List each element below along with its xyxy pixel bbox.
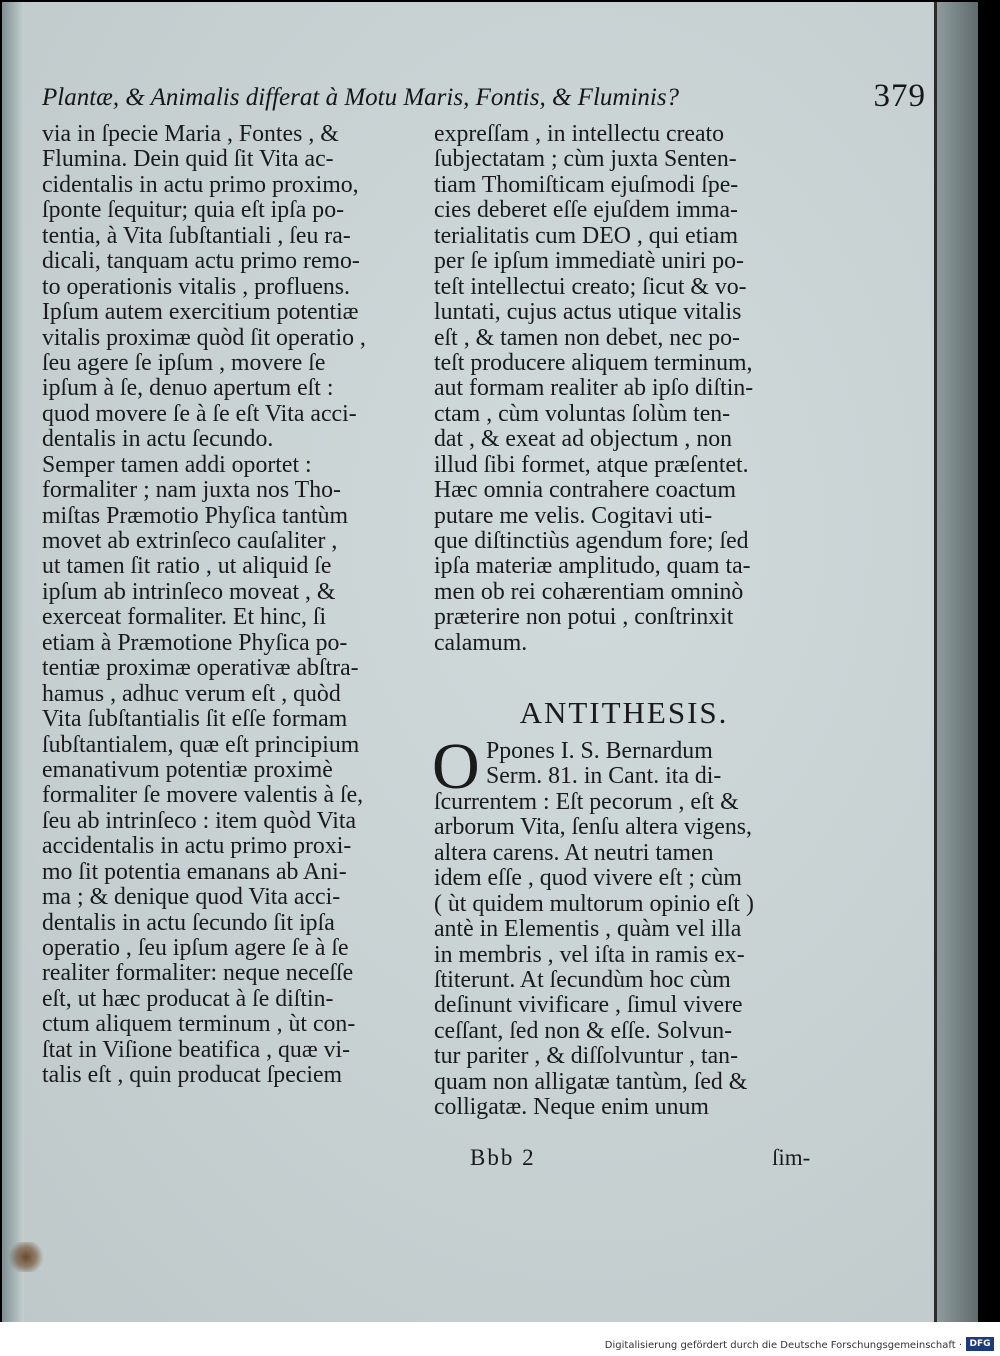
text-line: per ſe ipſum immediatè uniri po- (434, 248, 744, 275)
text-line: terialitatis cum DEO , qui etiam (434, 222, 738, 249)
text-line: hamus , adhuc verum eſt , quòd (42, 680, 341, 707)
text-line: Ppones I. S. Bernardum (486, 738, 713, 764)
text-line: miſtas Præmotio Phyſica tantùm (42, 502, 349, 529)
text-line: eſt, ut hæc producat à ſe diſtin- (42, 985, 334, 1012)
text-line: dat , & exeat ad objectum , non (434, 426, 733, 453)
text-line: calamum. (434, 629, 528, 656)
text-line: ſponte ſequitur; quia eſt ipſa po- (42, 197, 345, 224)
text-line: Vita ſubſtantialis ſit eſſe formam (42, 706, 348, 733)
text-line: exerceat formaliter. Et hinc, ſi (42, 604, 327, 631)
text-line: vitalis proximæ quòd ſit operatio , (42, 324, 366, 351)
text-line: deſinunt vivificare , ſimul vivere (434, 992, 743, 1019)
text-line: tur pariter , & diſſolvuntur , tan- (434, 1043, 739, 1070)
right-text-column-bottom (434, 739, 814, 1121)
text-line: Hæc omnia contrahere coactum (434, 477, 736, 504)
dfg-logo-icon: DFG (966, 1337, 994, 1351)
text-line: tentia, à Vita ſubſtantiali , ſeu ra- (42, 222, 351, 249)
text-line: ſcurrentem : Eſt pecorum , eſt & (434, 788, 739, 815)
signature-mark: Bbb 2 (470, 1145, 536, 1170)
text-line: arborum Vita, ſenſu altera vigens, (434, 814, 752, 841)
text-line: operatio , ſeu ipſum agere ſe à ſe (42, 935, 349, 961)
text-line: ſtat in Viſione beatifica , quæ vi- (42, 1036, 351, 1063)
text-line: Flumina. Dein quid ſit Vita ac- (42, 146, 334, 173)
text-line: præterire non potui , conſtrinxit (434, 604, 734, 631)
text-line: ſtiterunt. At ſecundùm hoc cùm (434, 966, 731, 993)
text-line: aut formam realiter ab ipſo diſtin- (434, 375, 754, 402)
text-line: Semper tamen addi oportet : (42, 451, 312, 478)
text-line: illud ſibi formet, atque præſentet. (434, 451, 749, 478)
text-line: que diſtinctiùs agendum fore; ſed (434, 528, 749, 554)
text-line: quod movere ſe à ſe eſt Vita acci- (42, 400, 357, 427)
text-line: ipſa materiæ amplitudo, quam ta- (434, 553, 751, 580)
text-line: ſeu agere ſe ipſum , movere ſe (42, 349, 326, 376)
text-line: talis eſt , quin producat ſpeciem (42, 1062, 343, 1089)
text-line: eſt , & tamen non debet, nec po- (434, 324, 740, 351)
text-line: accidentalis in actu primo proxi- (42, 833, 352, 860)
text-line: expreſſam , in intellectu creato (434, 121, 725, 147)
catchword: ſim- (772, 1145, 811, 1170)
text-line: in membris , vel iſta in ramis ex- (434, 941, 745, 968)
text-line: mo ſit potentia emanans ab Ani- (42, 858, 347, 885)
text-line: altera carens. At neutri tamen (434, 839, 714, 866)
text-line: movet ab extrinſeco cauſaliter , (42, 528, 338, 554)
text-line: emanativum potentiæ proximè (42, 756, 333, 783)
text-line: cies deberet eſſe ejuſdem imma- (434, 197, 738, 224)
page-fore-edge (937, 2, 978, 1322)
text-line: formaliter ; nam juxta nos Tho- (42, 477, 341, 504)
page-gutter-shadow (2, 2, 24, 1322)
text-line: ( ùt quidem multorum opinio eſt ) (434, 890, 754, 917)
text-line: Serm. 81. in Cant. ita di- (486, 763, 722, 790)
text-line: luntati, cujus actus utique vitalis (434, 299, 742, 326)
drop-capital: O (432, 730, 480, 803)
running-head-title: Plantæ, & Animalis differat à Motu Maris, Fontis, & Fluminis? (42, 84, 680, 111)
text-line: tiam Thomiſticam ejuſmodi ſpe- (434, 171, 739, 198)
text-line: ſeu ab intrinſeco : item quòd Vita (42, 807, 357, 834)
text-line: cidentalis in actu primo proximo, (42, 171, 359, 198)
text-line: colligatæ. Neque enim unum (434, 1094, 709, 1121)
right-text-column-top (434, 122, 814, 656)
paper-stain (6, 1242, 46, 1272)
section-heading: ANTITHESIS. (519, 695, 729, 730)
text-line: dentalis in actu ſecundo ſit ipſa (42, 909, 335, 936)
text-line: idem eſſe , quod vivere eſt ; cùm (434, 865, 742, 892)
text-line: ma ; & denique quod Vita acci- (42, 884, 341, 911)
book-page (2, 2, 978, 1322)
text-line: dentalis in actu ſecundo. (42, 426, 274, 453)
text-line: to operationis vitalis , profluens. (42, 273, 350, 300)
running-head (42, 78, 932, 124)
page-number: 379 (873, 78, 926, 114)
text-line: ut tamen ſit ratio , ut aliquid ſe (42, 553, 332, 580)
text-line: Ipſum autem exercitium potentiæ (42, 299, 359, 326)
text-line: men ob rei cohærentiam omninò (434, 578, 744, 605)
text-line: antè in Elementis , quàm vel illa (434, 916, 742, 943)
text-line: ipſum ab intrinſeco moveat , & (42, 578, 336, 605)
footer-bar (0, 1322, 1000, 1356)
text-line: ſubſtantialem, quæ eſt principium (42, 731, 360, 758)
text-line: teſt intellectui creato; ſicut & vo- (434, 273, 747, 300)
footer-credit: Digitalisierung gefördert durch die Deutsche Forschungsgemeinschaft · (604, 1340, 962, 1351)
left-text-column (42, 122, 422, 1089)
text-line: ctam , cùm voluntas ſolùm ten- (434, 400, 731, 427)
text-line: putare me velis. Cogitavi uti- (434, 502, 713, 529)
text-line: teſt producere aliquem terminum, (434, 349, 753, 376)
text-line: dicali, tanquam actu primo remo- (42, 248, 360, 275)
text-line: formaliter ſe movere valentis à ſe, (42, 782, 364, 809)
text-line: tentiæ proximæ operativæ abſtra- (42, 655, 359, 682)
text-line: realiter formaliter: neque neceſſe (42, 960, 354, 987)
text-line: via in ſpecie Maria , Fontes , & (42, 121, 339, 147)
text-line: ipſum à ſe, denuo apertum eſt : (42, 375, 334, 402)
text-line: ſubjectatam ; cùm juxta Senten- (434, 146, 737, 173)
text-line: ceſſant, ſed non & eſſe. Solvun- (434, 1017, 733, 1044)
text-line: quam non alligatæ tantùm, ſed & (434, 1068, 748, 1095)
text-line: ctum aliquem terminum , ùt con- (42, 1011, 356, 1038)
text-line: etiam à Præmotione Phyſica po- (42, 629, 348, 656)
